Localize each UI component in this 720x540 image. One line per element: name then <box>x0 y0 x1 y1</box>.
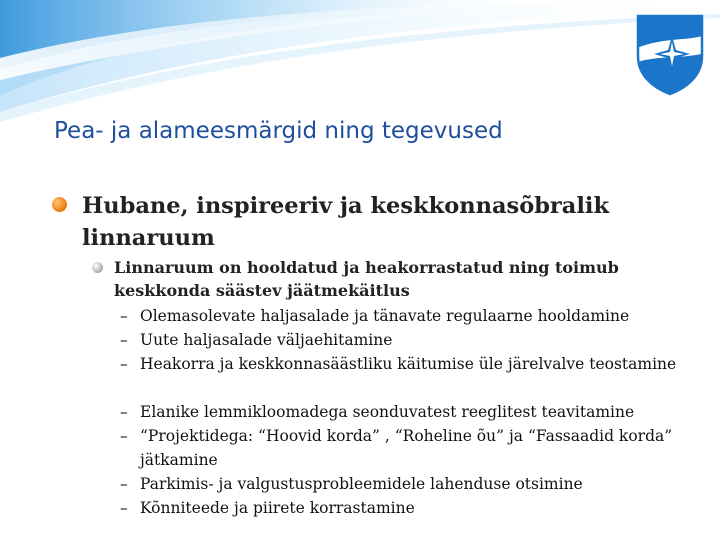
page-title: Pea- ja alameesmärgid ning tegevused <box>54 118 503 144</box>
list-item: Heakorra ja keskkonnasäästliku käitumise üle järelvalve teostamine <box>140 355 677 373</box>
list-item: “Projektidega: “Hoovid korda” , “Roheline õu” ja “Fassaadid korda” jätkamine <box>140 427 673 469</box>
dash-marker: – <box>120 355 128 373</box>
list-item: Parkimis- ja valgustusprobleemidele lahenduse otsimine <box>140 475 583 493</box>
dash-marker: – <box>120 331 128 349</box>
bullet-icon <box>92 262 103 273</box>
list-item: Elanike lemmikloomadega seonduvatest reeglitest teavitamine <box>140 403 635 421</box>
list-item: Uute haljasalade väljaehitamine <box>140 331 393 349</box>
dash-marker: – <box>120 307 128 325</box>
list-item: Olemasolevate haljasalade ja tänavate regulaarne hooldamine <box>140 307 630 325</box>
dash-marker: – <box>120 427 128 445</box>
dash-marker: – <box>120 475 128 493</box>
coat-of-arms-icon <box>632 12 708 96</box>
level1-text: Hubane, inspireeriv ja keskkonnasõbralik linnaruum <box>82 193 610 251</box>
level2-text: Linnaruum on hooldatud ja heakorrastatud ning toimub keskkonda säästev jäätmekäitlus <box>114 258 619 300</box>
bullet-icon <box>52 197 67 212</box>
dash-marker: – <box>120 499 128 517</box>
dash-marker: – <box>120 403 128 421</box>
list-item: Kõnniteede ja piirete korrastamine <box>140 499 415 517</box>
